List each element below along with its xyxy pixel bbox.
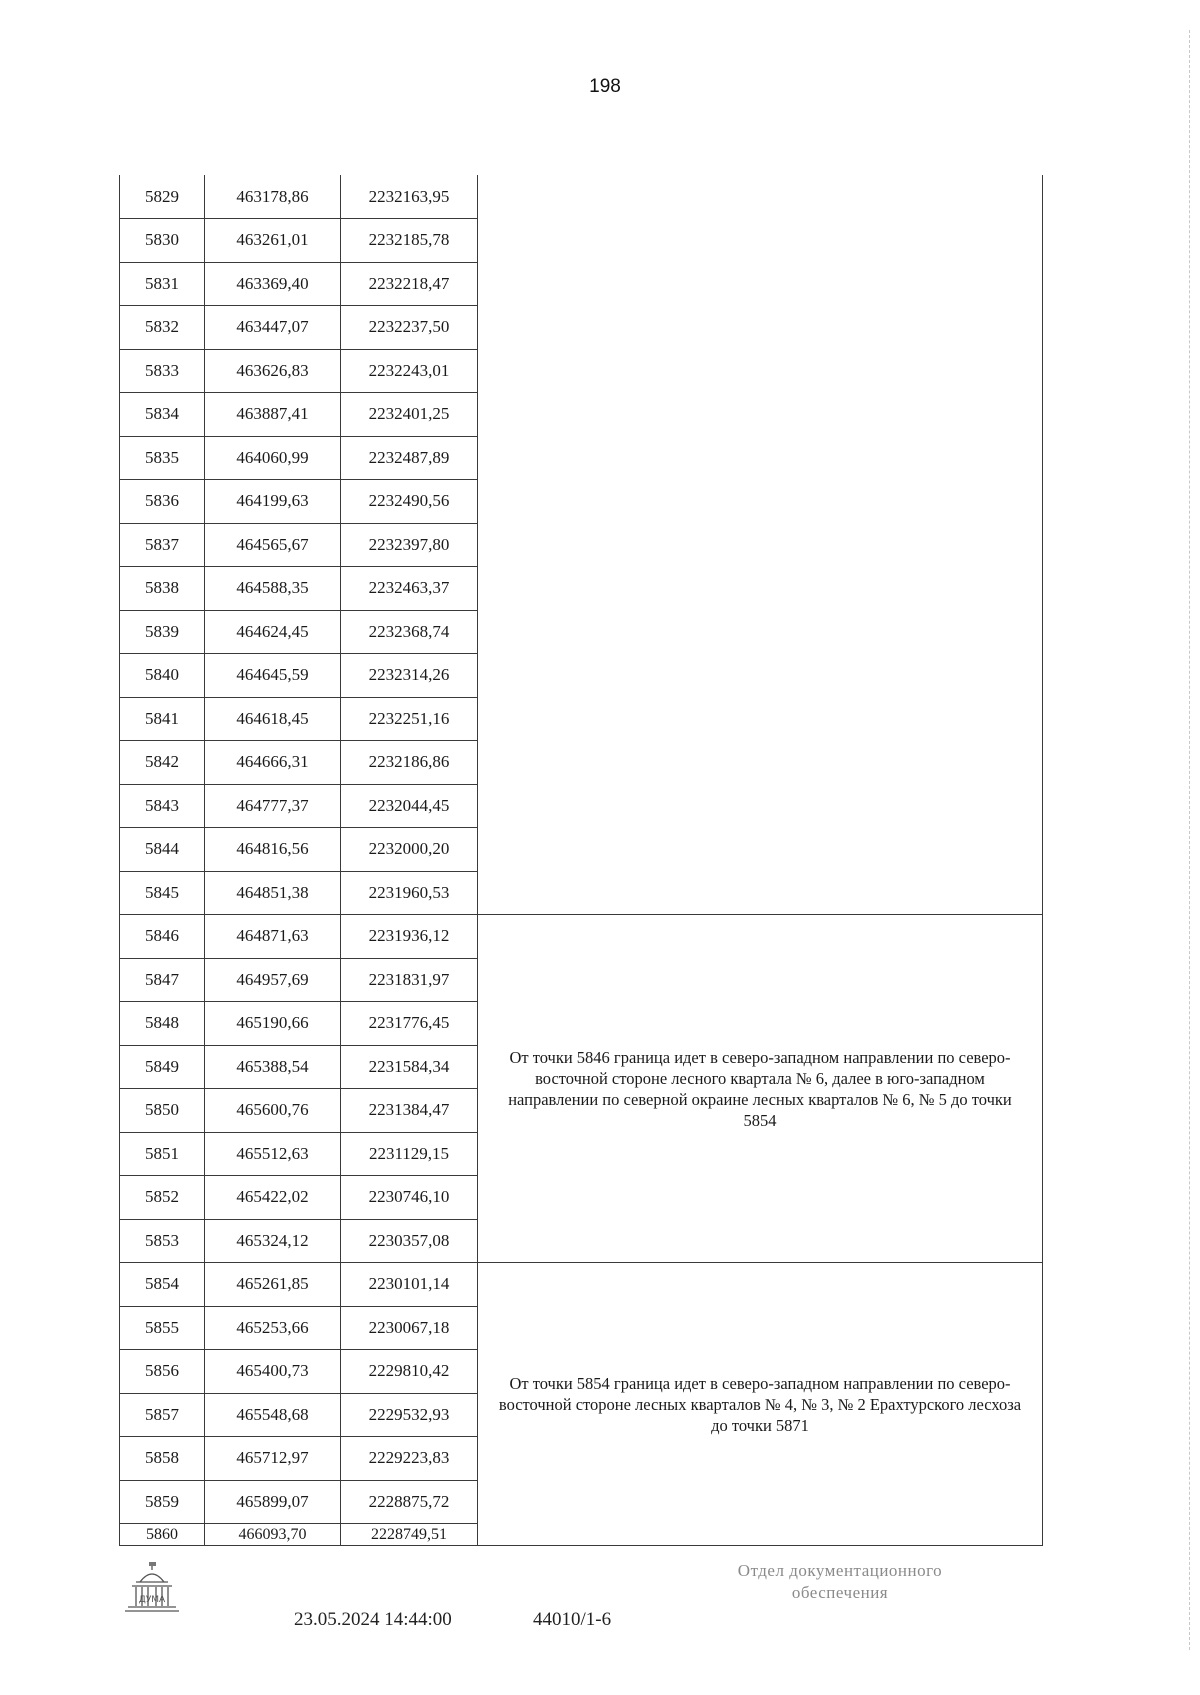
y-coordinate-cell: 2229532,93 (341, 1393, 478, 1437)
x-coordinate-cell: 466093,70 (205, 1524, 341, 1546)
boundary-coordinates-table (119, 175, 1043, 1546)
x-coordinate-cell: 465512,63 (205, 1132, 341, 1176)
point-number-cell: 5860 (120, 1524, 205, 1546)
y-coordinate-cell: 2232397,80 (341, 523, 478, 567)
point-number-cell: 5832 (120, 306, 205, 350)
x-coordinate-cell: 464851,38 (205, 871, 341, 915)
x-coordinate-cell: 464666,31 (205, 741, 341, 785)
point-number-cell: 5843 (120, 784, 205, 828)
y-coordinate-cell: 2232218,47 (341, 262, 478, 306)
x-coordinate-cell: 465388,54 (205, 1045, 341, 1089)
point-number-cell: 5850 (120, 1089, 205, 1133)
point-number-cell: 5849 (120, 1045, 205, 1089)
point-number-cell: 5846 (120, 915, 205, 959)
x-coordinate-cell: 465422,02 (205, 1176, 341, 1220)
point-number-cell: 5834 (120, 393, 205, 437)
y-coordinate-cell: 2232487,89 (341, 436, 478, 480)
point-number-cell: 5858 (120, 1437, 205, 1481)
point-number-cell: 5853 (120, 1219, 205, 1263)
y-coordinate-cell: 2228875,72 (341, 1480, 478, 1524)
y-coordinate-cell: 2232237,50 (341, 306, 478, 350)
point-number-cell: 5857 (120, 1393, 205, 1437)
x-coordinate-cell: 465899,07 (205, 1480, 341, 1524)
y-coordinate-cell: 2232314,26 (341, 654, 478, 698)
point-number-cell: 5856 (120, 1350, 205, 1394)
scan-edge-marks (1189, 30, 1192, 1650)
point-number-cell: 5842 (120, 741, 205, 785)
x-coordinate-cell: 463447,07 (205, 306, 341, 350)
point-number-cell: 5838 (120, 567, 205, 611)
point-number-cell: 5841 (120, 697, 205, 741)
x-coordinate-cell: 463369,40 (205, 262, 341, 306)
footer-document-number: 44010/1-6 (533, 1609, 612, 1630)
y-coordinate-cell: 2232185,78 (341, 219, 478, 263)
x-coordinate-cell: 464060,99 (205, 436, 341, 480)
department-stamp: Отдел документационного обеспечения (737, 1561, 943, 1602)
y-coordinate-cell: 2231936,12 (341, 915, 478, 959)
svg-text:ДУМА: ДУМА (138, 1595, 166, 1605)
y-coordinate-cell: 2230746,10 (341, 1176, 478, 1220)
point-number-cell: 5829 (120, 175, 205, 219)
table-row (120, 1263, 1043, 1307)
point-number-cell: 5852 (120, 1176, 205, 1220)
point-number-cell: 5839 (120, 610, 205, 654)
point-number-cell: 5837 (120, 523, 205, 567)
y-coordinate-cell: 2231831,97 (341, 958, 478, 1002)
y-coordinate-cell: 2232490,56 (341, 480, 478, 524)
page-number: 198 (589, 76, 621, 97)
point-number-cell: 5831 (120, 262, 205, 306)
y-coordinate-cell: 2232186,86 (341, 741, 478, 785)
y-coordinate-cell: 2231960,53 (341, 871, 478, 915)
x-coordinate-cell: 464871,63 (205, 915, 341, 959)
x-coordinate-cell: 463626,83 (205, 349, 341, 393)
point-number-cell: 5833 (120, 349, 205, 393)
y-coordinate-cell: 2232243,01 (341, 349, 478, 393)
table-row (120, 175, 1043, 219)
x-coordinate-cell: 464565,67 (205, 523, 341, 567)
x-coordinate-cell: 465261,85 (205, 1263, 341, 1307)
x-coordinate-cell: 464199,63 (205, 480, 341, 524)
y-coordinate-cell: 2231776,45 (341, 1002, 478, 1046)
x-coordinate-cell: 465324,12 (205, 1219, 341, 1263)
point-number-cell: 5840 (120, 654, 205, 698)
y-coordinate-cell: 2231129,15 (341, 1132, 478, 1176)
boundary-description-cell: От точки 5846 граница идет в северо-западном направлении по северо-восточной стороне лесного квартала № 6, далее в юго-западном направлении по северной окраине лесных кварталов № 6, № 5 до точки 5854 (478, 915, 1043, 1263)
y-coordinate-cell: 2231584,34 (341, 1045, 478, 1089)
y-coordinate-cell: 2231384,47 (341, 1089, 478, 1133)
point-number-cell: 5830 (120, 219, 205, 263)
y-coordinate-cell: 2232000,20 (341, 828, 478, 872)
x-coordinate-cell: 463178,86 (205, 175, 341, 219)
point-number-cell: 5855 (120, 1306, 205, 1350)
y-coordinate-cell: 2230101,14 (341, 1263, 478, 1307)
x-coordinate-cell: 465548,68 (205, 1393, 341, 1437)
x-coordinate-cell: 465253,66 (205, 1306, 341, 1350)
boundary-description-cell (478, 175, 1043, 915)
point-number-cell: 5848 (120, 1002, 205, 1046)
y-coordinate-cell: 2229223,83 (341, 1437, 478, 1481)
x-coordinate-cell: 464816,56 (205, 828, 341, 872)
point-number-cell: 5844 (120, 828, 205, 872)
x-coordinate-cell: 463261,01 (205, 219, 341, 263)
x-coordinate-cell: 465712,97 (205, 1437, 341, 1481)
x-coordinate-cell: 464957,69 (205, 958, 341, 1002)
table-row (120, 915, 1043, 959)
x-coordinate-cell: 464624,45 (205, 610, 341, 654)
point-number-cell: 5836 (120, 480, 205, 524)
y-coordinate-cell: 2230357,08 (341, 1219, 478, 1263)
y-coordinate-cell: 2228749,51 (341, 1524, 478, 1546)
point-number-cell: 5835 (120, 436, 205, 480)
y-coordinate-cell: 2232251,16 (341, 697, 478, 741)
point-number-cell: 5847 (120, 958, 205, 1002)
point-number-cell: 5854 (120, 1263, 205, 1307)
y-coordinate-cell: 2230067,18 (341, 1306, 478, 1350)
x-coordinate-cell: 464588,35 (205, 567, 341, 611)
duma-building-emblem-icon (122, 1560, 182, 1616)
y-coordinate-cell: 2232368,74 (341, 610, 478, 654)
point-number-cell: 5845 (120, 871, 205, 915)
y-coordinate-cell: 2232163,95 (341, 175, 478, 219)
y-coordinate-cell: 2232463,37 (341, 567, 478, 611)
x-coordinate-cell: 464645,59 (205, 654, 341, 698)
boundary-description-cell: От точки 5854 граница идет в северо-западном направлении по северо-восточной стороне лесных кварталов № 4, № 3, № 2 Ерахтурского лесхоза до точки 5871 (478, 1263, 1043, 1546)
point-number-cell: 5851 (120, 1132, 205, 1176)
y-coordinate-cell: 2232044,45 (341, 784, 478, 828)
x-coordinate-cell: 463887,41 (205, 393, 341, 437)
y-coordinate-cell: 2232401,25 (341, 393, 478, 437)
x-coordinate-cell: 465400,73 (205, 1350, 341, 1394)
x-coordinate-cell: 465600,76 (205, 1089, 341, 1133)
x-coordinate-cell: 464777,37 (205, 784, 341, 828)
footer-date: 23.05.2024 14:44:00 (294, 1609, 452, 1630)
point-number-cell: 5859 (120, 1480, 205, 1524)
y-coordinate-cell: 2229810,42 (341, 1350, 478, 1394)
x-coordinate-cell: 465190,66 (205, 1002, 341, 1046)
x-coordinate-cell: 464618,45 (205, 697, 341, 741)
